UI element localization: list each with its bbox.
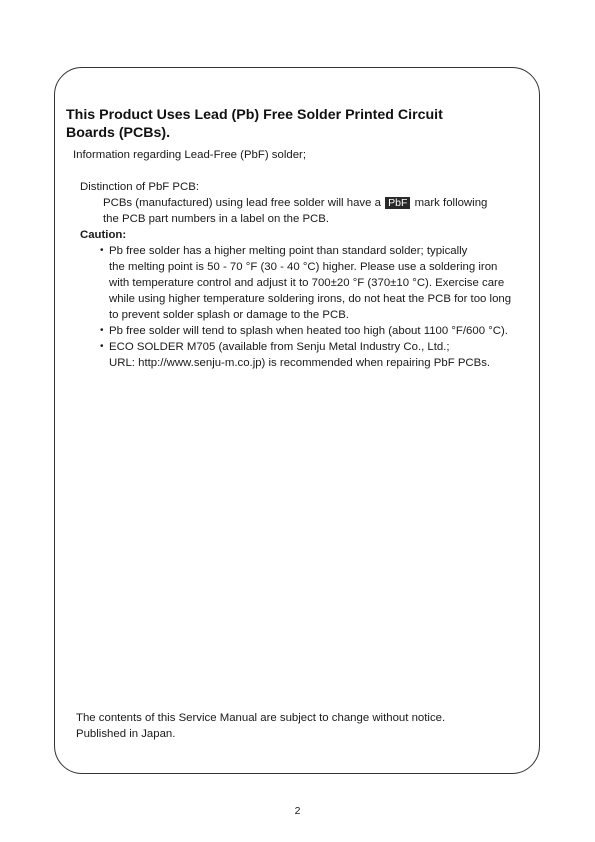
- page-number: 2: [294, 805, 301, 817]
- page-title: This Product Uses Lead (Pb) Free Solder Printed Circuit Boards (PCBs).: [66, 107, 443, 141]
- bullet-3-line-2: URL: http://www.senju-m.co.jp) is recommended when repairing PbF PCBs.: [109, 357, 491, 369]
- pbf-mark-badge: PbF: [385, 197, 410, 209]
- caution-heading: Caution:: [80, 229, 127, 241]
- distinction-line-1: [103, 195, 487, 211]
- bullet-3-line-1: ECO SOLDER M705 (available from Senju Metal Industry Co., Ltd.;: [109, 341, 450, 353]
- bullet-1-line-3: with temperature control and adjust it to 700±20 °F (370±10 °C). Exercise care: [109, 277, 505, 289]
- footer-published: Published in Japan.: [76, 728, 176, 740]
- bullet-2-line-1: Pb free solder will tend to splash when heated too high (about 1100 °F/600 °C).: [109, 325, 508, 337]
- distinction-text-after: mark following: [414, 197, 488, 209]
- bullet-marker: •: [100, 325, 104, 336]
- bullet-marker: •: [100, 341, 104, 352]
- bullet-marker: •: [100, 245, 104, 256]
- bullet-1-line-5: to prevent solder splash or damage to the PCB.: [109, 309, 349, 321]
- distinction-text-before: PCBs (manufactured) using lead free solder will have a: [103, 197, 381, 209]
- page-frame: [54, 67, 540, 774]
- distinction-line-2: the PCB part numbers in a label on the PCB.: [103, 213, 330, 225]
- bullet-1-line-2: the melting point is 50 - 70 °F (30 - 40 °C) higher. Please use a soldering iron: [109, 261, 498, 273]
- bullet-1-line-1: Pb free solder has a higher melting point than standard solder; typically: [109, 245, 468, 257]
- bullet-1-line-4: while using higher temperature soldering irons, do not heat the PCB for too long: [109, 293, 512, 305]
- footer-notice: The contents of this Service Manual are subject to change without notice.: [76, 712, 446, 724]
- intro-text: Information regarding Lead-Free (PbF) solder;: [73, 149, 306, 161]
- distinction-heading: Distinction of PbF PCB:: [80, 181, 200, 193]
